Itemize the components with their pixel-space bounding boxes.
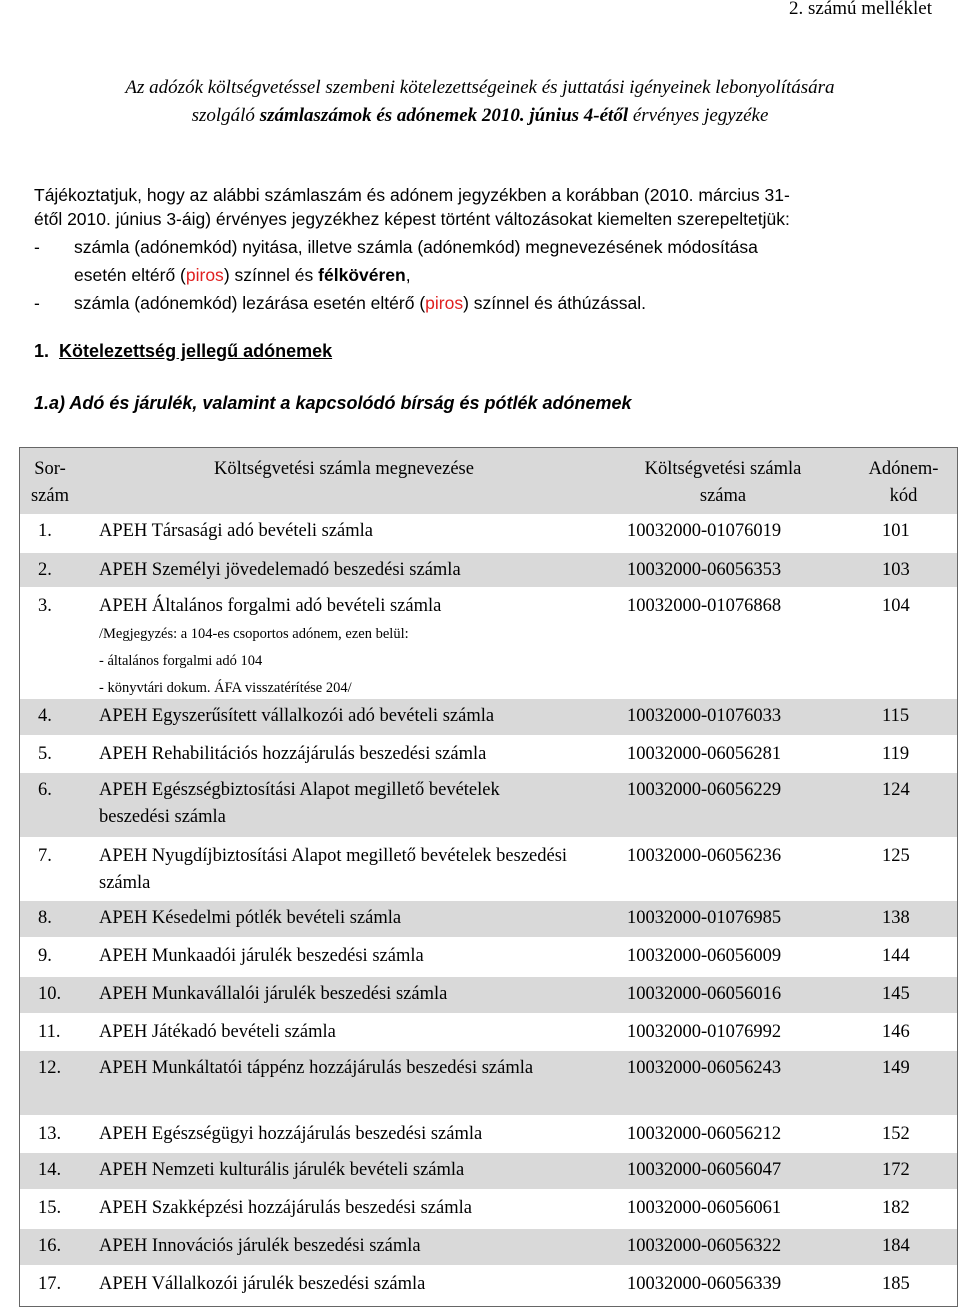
table-row: 16. APEH Innovációs járulék beszedési számla 10032000-06056322 184 (20, 1229, 957, 1265)
table-row: 13. APEH Egészségügyi hozzájárulás beszedési számla 10032000-06056212 152 (38, 1124, 910, 1144)
table-row: 2. APEH Személyi jövedelemadó beszedési számla 10032000-06056353 103 (20, 553, 957, 587)
row-note: - általános forgalmi adó 104 (99, 653, 263, 669)
table-row: 3. APEH Általános forgalmi adó bevételi számla /Megjegyzés: a 104-es csoportos adónem, ezen belül: - általános forgalmi adó 104 - könyvtári dokum. ÁFA visszatérítése 204/ 10032000-01076868 104 (38, 596, 910, 696)
table-row: 10. APEH Munkavállalói járulék beszedési számla 10032000-06056016 145 (20, 977, 957, 1013)
table-row: 9. APEH Munkaadói járulék beszedési számla 10032000-06056009 144 (38, 946, 910, 966)
table-row: 7. APEH Nyugdíjbiztosítási Alapot megillető bevételek beszedési számla 10032000-06056236 125 (38, 846, 910, 893)
document-title-line1: Az adózók költségvetéssel szembeni kötelezettségeinek és juttatási igényeinek lebonyolítására (125, 77, 835, 98)
header-tax-code: Adónem- kód (868, 459, 939, 506)
section-heading-1: 1. Kötelezettség jellegű adónemek (34, 341, 333, 361)
header-row-number: Sor- szám (30, 459, 69, 506)
row-note: /Megjegyzés: a 104-es csoportos adónem, ezen belül: (99, 626, 409, 642)
table-row: 4. APEH Egyszerűsített vállalkozói adó bevételi számla 10032000-01076033 115 (20, 699, 957, 735)
table-row: 6. APEH Egészségbiztosítási Alapot megillető bevételek beszedési számla 10032000-06056229 124 (20, 773, 957, 837)
header-account-name: Költségvetési számla megnevezése (214, 459, 474, 479)
table-row: 12. APEH Munkáltatói táppénz hozzájárulás beszedési számla 10032000-06056243 149 (20, 1051, 957, 1115)
account-table (19, 447, 958, 1307)
header-account-number: Költségvetési számla száma (644, 459, 802, 506)
table-row: 8. APEH Késedelmi pótlék bevételi számla 10032000-01076985 138 (20, 901, 957, 937)
table-header (20, 448, 957, 514)
table-row: 1. APEH Társasági adó bevételi számla 10032000-01076019 101 (38, 521, 910, 541)
document-title-line2: szolgáló számlaszámok és adónemek 2010. június 4-étől érvényes jegyzéke (191, 105, 769, 126)
intro-paragraph-line2: étől 2010. június 3-áig) érvényes jegyzékhez képest történt változásokat kiemelten szerepeltetjük: (34, 209, 790, 229)
intro-paragraph-line1: Tájékoztatjuk, hogy az alábbi számlaszám és adónem jegyzékben a korábban (2010. március 31- (34, 185, 790, 205)
annex-label: 2. számú melléklet (789, 0, 932, 19)
table-row: 17. APEH Vállalkozói járulék beszedési számla 10032000-06056339 185 (38, 1274, 910, 1294)
row-note: - könyvtári dokum. ÁFA visszatérítése 204/ (99, 680, 352, 696)
table-row: 14. APEH Nemzeti kulturális járulék bevételi számla 10032000-06056047 172 (20, 1153, 957, 1189)
table-row: 11. APEH Játékadó bevételi számla 10032000-01076992 146 (38, 1022, 910, 1042)
table-row: 5. APEH Rehabilitációs hozzájárulás beszedési számla 10032000-06056281 119 (38, 744, 910, 764)
section-heading-1a: 1.a) Adó és járulék, valamint a kapcsolódó bírság és pótlék adónemek (34, 393, 632, 413)
table-row: 15. APEH Szakképzési hozzájárulás beszedési számla 10032000-06056061 182 (38, 1198, 910, 1218)
